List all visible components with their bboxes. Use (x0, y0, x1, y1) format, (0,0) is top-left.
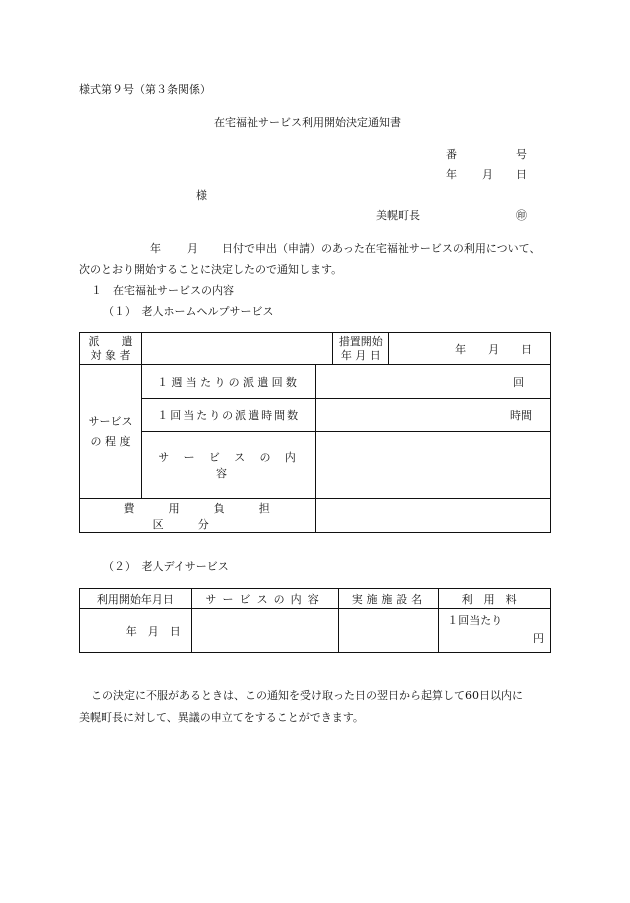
day-service-table (79, 588, 551, 653)
target-label-2: 対 象 者 (90, 348, 131, 362)
fee-cell[interactable] (439, 609, 551, 653)
start-date-cell[interactable] (80, 609, 192, 653)
fee-label-cell (80, 499, 316, 533)
form-number: 様式第９号（第３条関係） (79, 83, 211, 96)
fee-value-cell[interactable] (316, 499, 551, 533)
facility-cell[interactable] (339, 609, 439, 653)
issuer-name: 美幌町長 (376, 209, 420, 222)
degree-label-1: サービス (88, 414, 133, 428)
fee-label: 費用負担区分 (123, 501, 304, 531)
header-facility (339, 589, 439, 609)
target-label-cell (80, 333, 142, 365)
subsection1-heading: （１） 老人ホームヘルプサービス (103, 305, 274, 318)
number-label-a: 番 (446, 148, 457, 161)
date-day-label: 日 (516, 168, 527, 181)
hours-label-cell (141, 399, 316, 432)
document-title: 在宅福祉サービス利用開始決定通知書 (214, 116, 401, 129)
target-label-1: 派 遣 (88, 334, 133, 348)
section1-heading: １ 在宅福祉サービスの内容 (91, 284, 234, 297)
intro-line1: 日付で申出（申請）のあった在宅福祉サービスの利用について、 (222, 242, 541, 255)
content-label: サービスの内容 (158, 451, 311, 480)
service-content-cell[interactable] (191, 609, 339, 653)
closing-line1: この決定に不服があるときは、この通知を受け取った日の翌日から起算して60日以内に (91, 689, 523, 702)
date-month-label: 月 (482, 168, 493, 181)
hours-value-cell[interactable] (316, 399, 551, 432)
intro-year: 年 (150, 242, 161, 255)
weekly-label: １週当たりの派遣回数 (157, 375, 301, 389)
content-value-cell[interactable] (316, 432, 551, 499)
target-value-cell[interactable] (141, 333, 332, 365)
home-help-table (79, 332, 551, 533)
header-fee (439, 589, 551, 609)
date-year-label: 年 (446, 168, 457, 181)
weekly-value-cell[interactable] (316, 365, 551, 399)
content-label-cell (141, 432, 316, 499)
intro-month: 月 (187, 242, 198, 255)
intro-line2: 次のとおり開始することに決定したので通知します。 (79, 263, 343, 276)
header-fee-text: 利用料 (461, 592, 528, 606)
hours-unit: 時間 (510, 409, 532, 422)
hours-label: １回当たりの派遣時間数 (157, 409, 301, 422)
start-label-cell (333, 333, 389, 365)
header-service-content-text: サービスの内容 (205, 592, 325, 606)
subsection2-heading: （２） 老人デイサービス (103, 560, 229, 573)
header-facility-text: 実施施設名 (351, 592, 426, 606)
start-date-value: 年 月 日 (455, 342, 533, 356)
addressee-suffix: 様 (196, 189, 207, 202)
header-start-date (80, 589, 192, 609)
closing-line2: 美幌町長に対して、異議の申立てをすることができます。 (79, 711, 364, 724)
fee-unit: 円 (533, 632, 544, 645)
header-service-content (191, 589, 339, 609)
weekly-unit: 回 (513, 375, 524, 389)
start-date-cell[interactable] (389, 333, 551, 365)
start-label-1: 措置開始 (338, 334, 383, 348)
start-label-2: 年 月 日 (340, 348, 381, 362)
seal-mark: ㊞ (516, 209, 527, 222)
fee-per-visit: １回当たり (447, 614, 503, 627)
degree-label-2: の 程 度 (90, 434, 131, 448)
weekly-label-cell (141, 365, 316, 399)
number-label-b: 号 (516, 148, 527, 161)
start-date-text: 年 月 日 (125, 624, 181, 638)
degree-label-cell (80, 365, 142, 499)
header-start-date-text: 利用開始年月日 (96, 592, 174, 606)
